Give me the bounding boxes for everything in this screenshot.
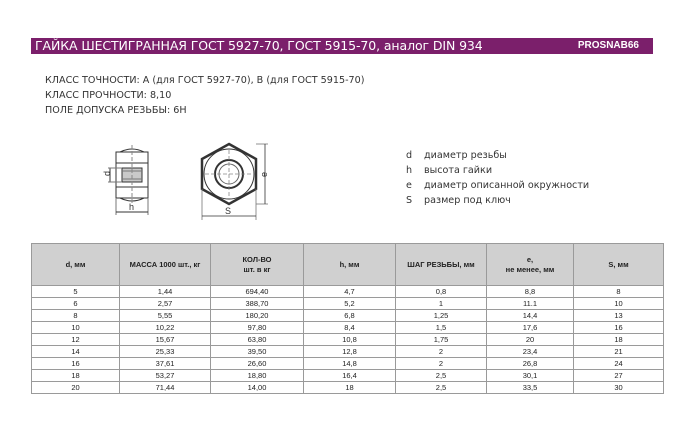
table-row [32, 382, 664, 394]
table-cell: 4,7 [304, 286, 396, 298]
legend-item [406, 193, 589, 208]
label-h: h [129, 202, 135, 212]
table-cell: 15,67 [120, 334, 211, 346]
table-cell: 1,25 [396, 310, 487, 322]
legend-text: диаметр резьбы [424, 150, 507, 161]
table-cell: 23,4 [487, 346, 574, 358]
table-cell: 2,5 [396, 370, 487, 382]
legend-text: высота гайки [424, 165, 493, 176]
table-cell: 180,20 [211, 310, 304, 322]
table-cell: 12,8 [304, 346, 396, 358]
table-cell: 10,8 [304, 334, 396, 346]
table-cell: 2 [396, 346, 487, 358]
table-row [32, 310, 664, 322]
nut-front-view [202, 144, 268, 220]
table-cell: 694,40 [211, 286, 304, 298]
table-cell: 18 [304, 382, 396, 394]
table-cell: 1,44 [120, 286, 211, 298]
table-row [32, 322, 664, 334]
table-header-row [32, 244, 664, 286]
table-cell: 388,70 [211, 298, 304, 310]
accuracy-class: КЛАСС ТОЧНОСТИ: А (для ГОСТ 5927-70), В (для ГОСТ 5915-70) [45, 75, 365, 86]
table-cell: 26,60 [211, 358, 304, 370]
table-cell: 10,22 [120, 322, 211, 334]
table-cell: 71,44 [120, 382, 211, 394]
table-cell: 21 [574, 346, 664, 358]
table-cell: 14,8 [304, 358, 396, 370]
table-cell: 39,50 [211, 346, 304, 358]
column-header: МАССА 1000 шт., кг [120, 244, 211, 286]
table-row [32, 286, 664, 298]
thread-tolerance: ПОЛЕ ДОПУСКА РЕЗЬБЫ: 6Н [45, 105, 187, 116]
table-cell: 17,6 [487, 322, 574, 334]
legend-symbol: h [406, 165, 413, 176]
table-row [32, 298, 664, 310]
table-cell: 53,27 [120, 370, 211, 382]
table-cell: 1,5 [396, 322, 487, 334]
table-cell: 8,8 [487, 286, 574, 298]
nut-side-view [108, 145, 148, 215]
table-cell: 14,4 [487, 310, 574, 322]
table-cell: 20 [32, 382, 120, 394]
page-title: ГАЙКА ШЕСТИГРАННАЯ ГОСТ 5927-70, ГОСТ 5915-70, аналог DIN 934 [35, 38, 483, 53]
table-cell: 30,1 [487, 370, 574, 382]
table-row [32, 370, 664, 382]
column-header: e, не менее, мм [487, 244, 574, 286]
table-cell: 6,8 [304, 310, 396, 322]
table-cell: 5,55 [120, 310, 211, 322]
table-cell: 8 [32, 310, 120, 322]
column-header: ШАГ РЕЗЬБЫ, мм [396, 244, 487, 286]
table-cell: 24 [574, 358, 664, 370]
brand-label: PROSNAB66 [577, 40, 639, 51]
table-cell: 16 [574, 322, 664, 334]
table-cell: 8,4 [304, 322, 396, 334]
table-cell: 20 [487, 334, 574, 346]
table-row [32, 334, 664, 346]
table-cell: 30 [574, 382, 664, 394]
legend-symbol: S [406, 195, 413, 206]
table-cell: 8 [574, 286, 664, 298]
table-cell: 25,33 [120, 346, 211, 358]
table-cell: 18,80 [211, 370, 304, 382]
table-cell: 5 [32, 286, 120, 298]
table-cell: 14 [32, 346, 120, 358]
legend-text: размер под ключ [424, 195, 511, 206]
label-S: S [225, 206, 232, 216]
column-header: h, мм [304, 244, 396, 286]
strength-class: КЛАСС ПРОЧНОСТИ: 8,10 [45, 90, 172, 101]
table-cell: 26,8 [487, 358, 574, 370]
label-d: d [102, 170, 112, 176]
table-cell: 37,61 [120, 358, 211, 370]
table-cell: 1,75 [396, 334, 487, 346]
table-cell: 97,80 [211, 322, 304, 334]
table-cell: 2,57 [120, 298, 211, 310]
table-cell: 11.1 [487, 298, 574, 310]
column-header: КОЛ-ВО шт. в кг [211, 244, 304, 286]
label-e: e [259, 171, 269, 177]
table-cell: 33,5 [487, 382, 574, 394]
table-cell: 16,4 [304, 370, 396, 382]
table-cell: 18 [574, 334, 664, 346]
table-cell: 13 [574, 310, 664, 322]
table-cell: 63,80 [211, 334, 304, 346]
table-cell: 18 [32, 370, 120, 382]
table-cell: 2,5 [396, 382, 487, 394]
dimension-legend [406, 148, 589, 208]
legend-item [406, 148, 589, 163]
table-row [32, 358, 664, 370]
table-cell: 6 [32, 298, 120, 310]
table-cell: 5,2 [304, 298, 396, 310]
legend-item [406, 163, 589, 178]
legend-symbol: e [406, 180, 412, 191]
legend-symbol: d [406, 150, 413, 161]
table-cell: 0,8 [396, 286, 487, 298]
legend-text: диаметр описанной окружности [424, 180, 590, 191]
table-cell: 10 [32, 322, 120, 334]
table-cell: 1 [396, 298, 487, 310]
column-header: S, мм [574, 244, 664, 286]
table-cell: 16 [32, 358, 120, 370]
table-cell: 2 [396, 358, 487, 370]
table-cell: 10 [574, 298, 664, 310]
table-cell: 14,00 [211, 382, 304, 394]
table-cell: 27 [574, 370, 664, 382]
legend-item [406, 178, 589, 193]
specs-table [31, 243, 664, 394]
table-row [32, 346, 664, 358]
column-header: d, мм [32, 244, 120, 286]
table-cell: 12 [32, 334, 120, 346]
